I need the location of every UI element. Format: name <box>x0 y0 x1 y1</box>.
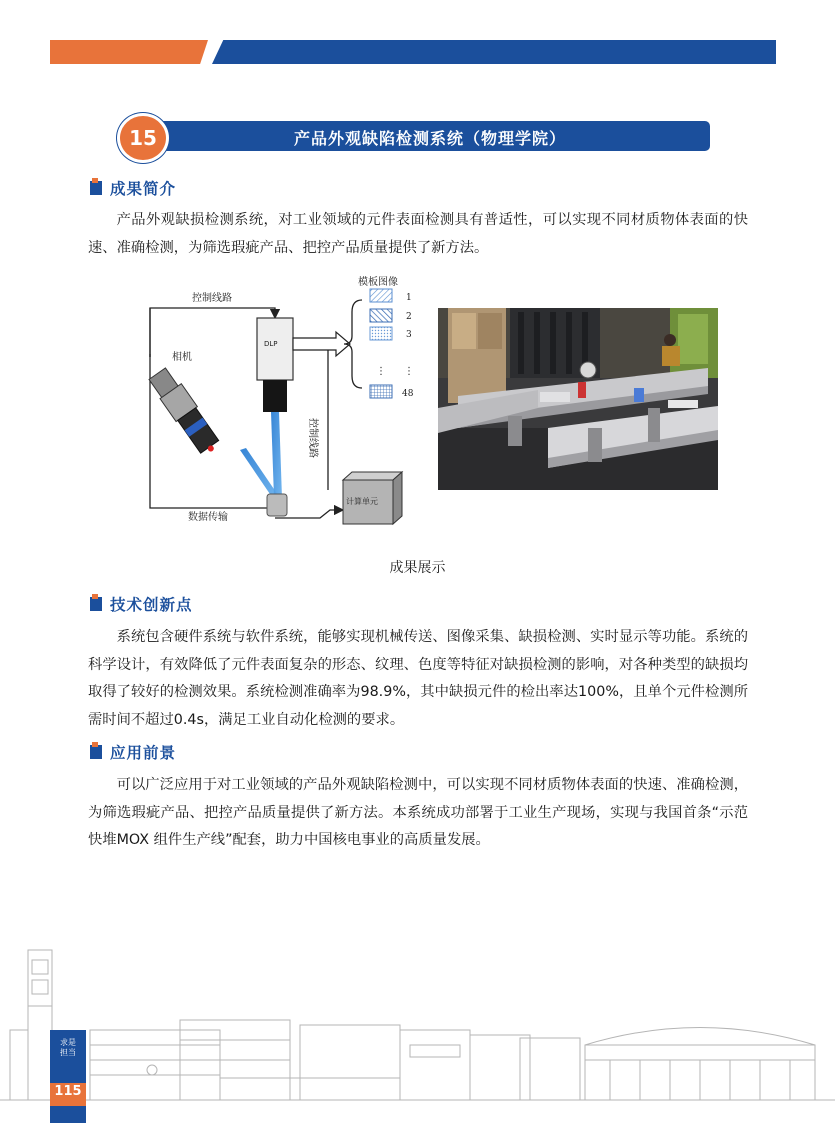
section-heading-text: 成果简介 <box>110 180 177 198</box>
diagram-template-dots-b: ⋮ <box>404 366 414 377</box>
section-marker-icon <box>90 597 102 611</box>
page-header <box>0 40 776 64</box>
section-heading-tech <box>90 594 193 614</box>
page-title: 产品外观缺陷检测系统（物理学院） <box>293 129 566 148</box>
diagram-template-label-2: 2 <box>406 312 412 322</box>
diagram-label-compute: 计算单元 <box>346 497 378 506</box>
header-collection-title: 郑州大学科研成果汇编 <box>56 6 201 22</box>
app-paragraph: 可以广泛应用于对工业领域的产品外观缺陷检测中，可以实现不同材质物体表面的快速、准确检测，为筛选瑕疵产品、把控产品质量提供了新方法。本系统成功部署于工业生产现场，实现与我国首条“示范快堆MOX 组件生产线”配套，助力中国核电事业的高质量发展。 <box>88 777 748 848</box>
footer-motto: 求是担当 <box>60 1038 76 1057</box>
section-marker-icon <box>90 181 102 195</box>
diagram-label-dlp: DLP <box>264 340 278 348</box>
equipment-photo <box>438 308 718 490</box>
title-number-badge: 15 <box>117 113 169 163</box>
section-heading-intro <box>90 178 176 198</box>
diagram-label-camera: 相机 <box>172 352 192 363</box>
section-heading-text: 应用前景 <box>110 744 177 762</box>
figure-caption: 成果展示 <box>389 560 446 576</box>
diagram-label-data-transfer: 数据传输 <box>188 512 228 523</box>
diagram-template-label-1: 1 <box>406 293 412 303</box>
section-heading-app <box>90 742 176 762</box>
intro-paragraph: 产品外观缺损检测系统，对工业领域的元件表面检测具有普适性，可以实现不同材质物体表面的快速、准确检测，为筛选瑕疵产品、把控产品质量提供了新方法。 <box>88 212 748 256</box>
diagram-template-dots-a: ⋮ <box>376 366 386 377</box>
page-number: 115 <box>54 1084 82 1099</box>
diagram-template-label-48: 48 <box>402 389 414 399</box>
diagram-label-control-vertical: 控制线路 <box>307 418 318 458</box>
diagram-template-label-3: 3 <box>406 330 412 340</box>
section-marker-icon <box>90 745 102 759</box>
footer-building-illustration <box>0 930 835 1123</box>
header-blue-band <box>212 40 776 64</box>
header-orange-tab <box>50 40 208 64</box>
tech-paragraph: 系统包含硬件系统与软件系统，能够实现机械传送、图像采集、缺损检测、实时显示等功能。系统的科学设计，有效降低了元件表面复杂的形态、纹理、色度等特征对缺损检测的影响，对各种类型的缺损均取得了较好的检测效果。系统检测准确率为98.9%，其中缺损元件的检出率达100%，且单个元件检测所需时间不超过0.4s，满足工业自动化检测的要求。 <box>88 629 748 728</box>
system-diagram <box>140 272 422 532</box>
section-heading-text: 技术创新点 <box>110 596 193 614</box>
header-category-title: 电子信息（共28项） <box>223 7 349 23</box>
diagram-label-control-top: 控制线路 <box>192 293 232 304</box>
diagram-label-template: 模板图像 <box>358 277 398 288</box>
